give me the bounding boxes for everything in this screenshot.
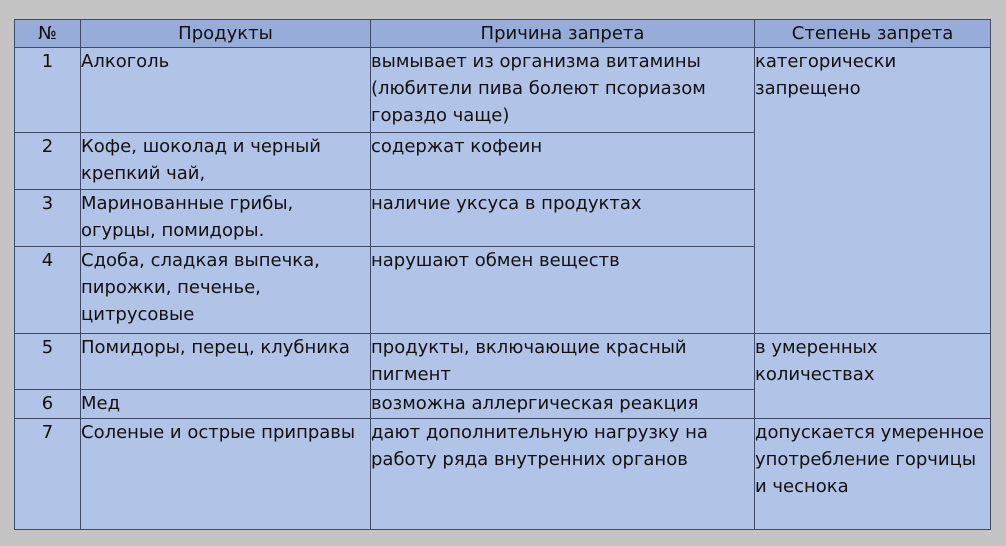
row-number: 1 bbox=[15, 48, 81, 133]
reason-cell: содержат кофеин bbox=[371, 133, 755, 190]
row-number: 4 bbox=[15, 247, 81, 333]
reason-cell: нарушают обмен веществ bbox=[371, 247, 755, 333]
degree-cell-allowed: допускается умеренное употребление горчицы и чеснока bbox=[755, 418, 991, 529]
diet-table-frame bbox=[14, 19, 990, 530]
degree-cell-strict: категорически запрещено bbox=[755, 48, 991, 334]
row-number: 7 bbox=[15, 418, 81, 529]
header-reason: Причина запрета bbox=[371, 20, 755, 48]
header-degree: Степень запрета bbox=[755, 20, 991, 48]
header-number: № bbox=[15, 20, 81, 48]
reason-cell: наличие уксуса в продуктах bbox=[371, 190, 755, 247]
row-number: 6 bbox=[15, 389, 81, 418]
product-cell: Соленые и острые приправы bbox=[81, 418, 371, 529]
product-cell: Мед bbox=[81, 389, 371, 418]
reason-cell: дают дополнительную нагрузку на работу ряда внутренних органов bbox=[371, 418, 755, 529]
table-row bbox=[15, 333, 991, 389]
reason-cell: вымывает из организма витамины (любители пива болеют псориазом гораздо чаще) bbox=[371, 48, 755, 133]
table-header-row bbox=[15, 20, 991, 48]
product-cell: Помидоры, перец, клубника bbox=[81, 333, 371, 389]
food-restrictions-table bbox=[14, 19, 991, 530]
product-cell: Алкоголь bbox=[81, 48, 371, 133]
row-number: 5 bbox=[15, 333, 81, 389]
table-row bbox=[15, 48, 991, 133]
product-cell: Маринованные грибы, огурцы, помидоры. bbox=[81, 190, 371, 247]
row-number: 3 bbox=[15, 190, 81, 247]
header-products: Продукты bbox=[81, 20, 371, 48]
table-row bbox=[15, 418, 991, 529]
product-cell: Кофе, шоколад и черный крепкий чай, bbox=[81, 133, 371, 190]
row-number: 2 bbox=[15, 133, 81, 190]
reason-cell: продукты, включающие красный пигмент bbox=[371, 333, 755, 389]
reason-cell: возможна аллергическая реакция bbox=[371, 389, 755, 418]
degree-cell-moderate: в умеренных количествах bbox=[755, 333, 991, 418]
product-cell: Сдоба, сладкая выпечка, пирожки, печенье, цитрусовые bbox=[81, 247, 371, 333]
